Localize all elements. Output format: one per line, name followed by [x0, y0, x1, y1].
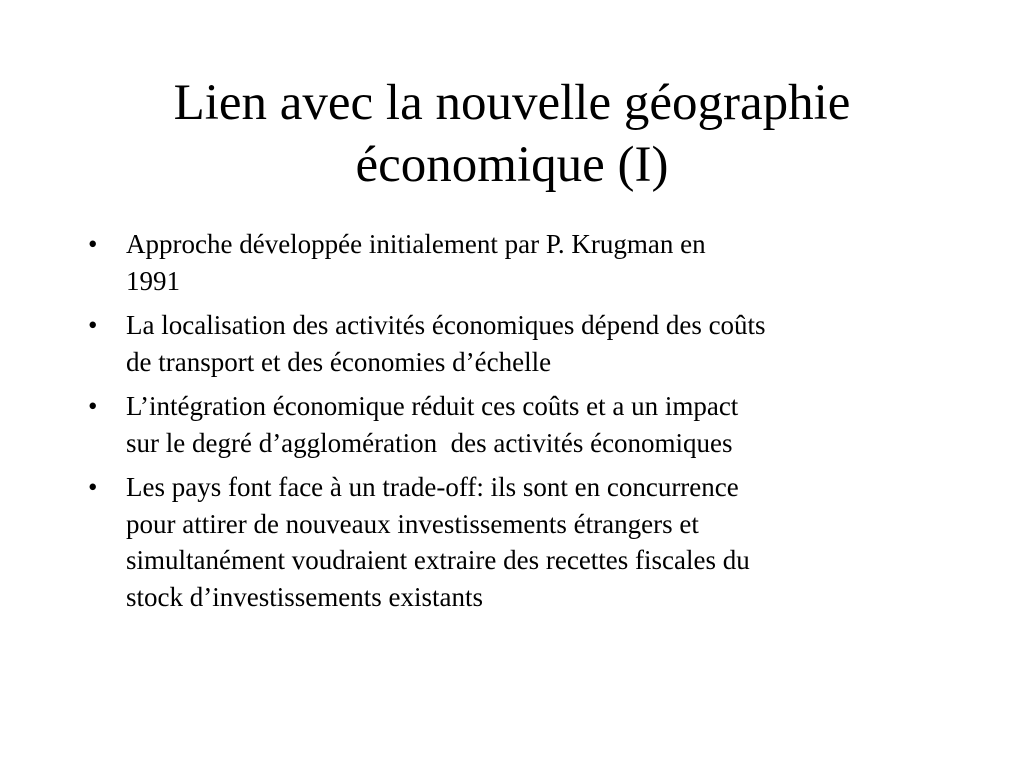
bullet-2-line-2: de transport et des économies d’échelle	[126, 346, 552, 377]
bullet-item-4	[82, 469, 962, 615]
bullet-icon: •	[88, 472, 98, 502]
bullet-icon: •	[88, 391, 98, 421]
bullet-4-line-3: simultanément voudraient extraire des recettes fiscales du	[126, 545, 750, 575]
bullet-4-line-1: Les pays font face à un trade-off: ils sont en concurrence	[126, 472, 739, 502]
bullet-icon: •	[88, 310, 98, 340]
slide-title-line-1: Lien avec la nouvelle géographie	[173, 75, 851, 131]
bullet-1-line-2: 1991	[126, 265, 180, 296]
bullet-3-line-2: sur le degré d’agglomération des activités économiques	[126, 427, 733, 458]
bullet-icon: •	[88, 229, 98, 259]
bullet-list	[82, 226, 962, 623]
slide-title-line-2: économique (I)	[355, 137, 669, 193]
bullet-3-line-1: L’intégration économique réduit ces coûts et a un impact	[126, 391, 739, 421]
slide-title	[60, 72, 964, 196]
bullet-item-3	[82, 388, 962, 461]
bullet-item-2	[82, 307, 962, 380]
bullet-4-line-4: stock d’investissements existants	[126, 581, 483, 612]
bullet-1-line-1: Approche développée initialement par P. Krugman en	[126, 229, 706, 259]
bullet-2-line-1: La localisation des activités économiques dépend des coûts	[126, 310, 766, 340]
bullet-item-1	[82, 226, 962, 299]
bullet-4-line-2: pour attirer de nouveaux investissements étrangers et	[126, 508, 699, 539]
